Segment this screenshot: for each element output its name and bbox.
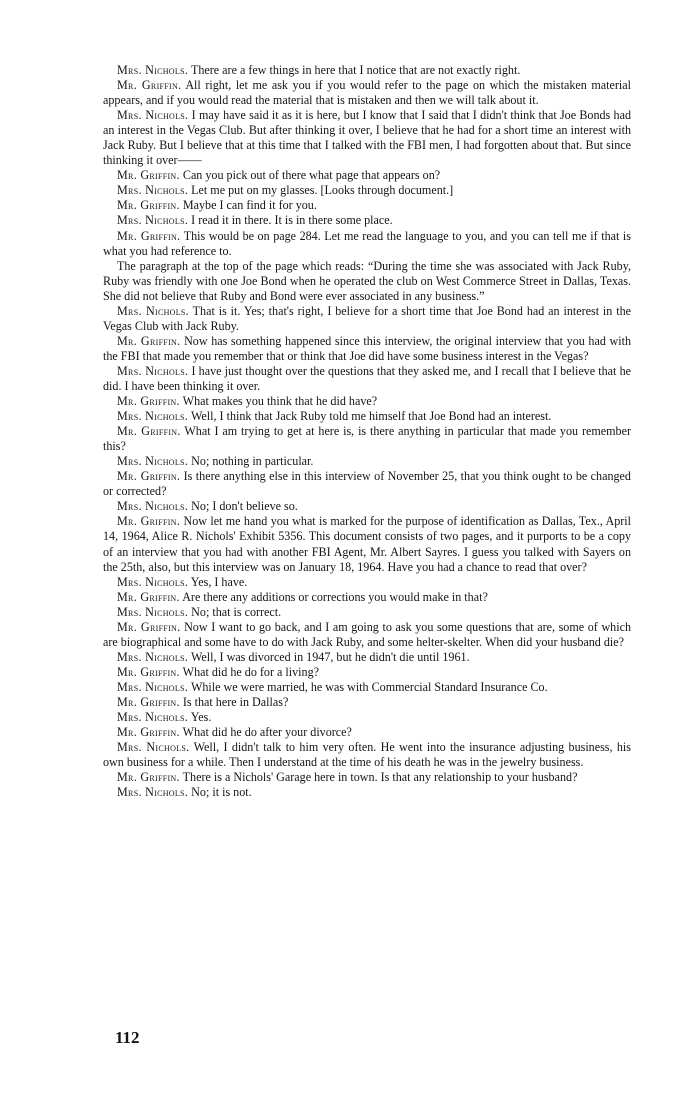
paragraph-text: All right, let me ask you if you would refer to the page on which the mistaken material appears, and if you would read the material that is mistaken and then we will talk about it. [103,78,631,108]
transcript-paragraph [103,213,631,228]
paragraph-text: Can you pick out of there what page that appears on? [182,168,441,183]
speaker-name: Mrs. Nichols. [117,183,189,198]
transcript-paragraph [103,695,631,710]
speaker-name: Mr. Griffin. [117,725,180,740]
speaker-name: Mrs. Nichols. [117,409,189,424]
speaker-name: Mr. Griffin. [117,168,180,183]
speaker-name: Mrs. Nichols. [117,108,189,123]
speaker-name: Mrs. Nichols. [117,604,189,619]
speaker-name: Mrs. Nichols. [117,63,189,77]
paragraph-text: I read it in there. It is in there some place. [191,213,393,228]
speaker-name: Mrs. Nichols. [117,679,189,694]
transcript-paragraph [103,409,631,424]
speaker-name: Mr. Griffin. [117,78,182,93]
paragraph-text: Is that here in Dallas? [182,694,289,709]
speaker-name: Mrs. Nichols. [117,213,189,228]
paragraph-text: Yes, I have. [190,574,248,589]
transcript-paragraph [103,665,631,680]
paragraph-text: That is it. Yes; that's right, I believe for a short time that Joe Bond had an interest in the Vegas Club with Jack Ruby. [103,303,631,333]
transcript-paragraph [103,514,631,574]
speaker-name: Mr. Griffin. [117,514,181,529]
transcript-paragraph [103,198,631,213]
transcript-paragraph [103,575,631,590]
paragraph-text: There are a few things in here that I notice that are not exactly right. [190,63,521,77]
paragraph-text: What did he do after your divorce? [182,725,352,740]
transcript-paragraph [103,229,631,259]
speaker-name: Mrs. Nichols. [117,454,189,469]
transcript-paragraph [103,725,631,740]
paragraph-text: What did he do for a living? [182,664,320,679]
transcript-paragraph [103,454,631,469]
transcript-paragraph [103,394,631,409]
transcript-paragraph [103,605,631,620]
paragraph-text: No; nothing in particular. [191,454,314,469]
speaker-name: Mr. Griffin. [117,619,181,634]
paragraph-text: The paragraph at the top of the page which reads: “During the time she was associated with Jack Ruby, Ruby was friendly with one Joe Bond when he operated the club on West Commerce Street in Dallas, Texas. She did not believe that Ruby and Bond were ever associated in any business.” [103,258,631,303]
paragraph-text: There is a Nichols' Garage here in town. Is that any relationship to your husband? [182,770,578,785]
transcript-paragraph [103,78,631,108]
speaker-name: Mr. Griffin. [117,589,180,604]
page-number: 112 [115,1028,140,1047]
paragraph-text: Well, I didn't talk to him very often. He went into the insurance adjusting business, his own business for a while. Then I understand at the time of his death he was in the jewelry business. [103,740,631,770]
paragraph-text: Well, I think that Jack Ruby told me himself that Joe Bond had an interest. [190,409,552,424]
paragraph-text: No; that is correct. [191,604,282,619]
transcript-paragraph [103,770,631,785]
speaker-name: Mrs. Nichols. [117,740,190,755]
paragraph-text: Yes. [190,710,212,725]
paragraph-text: This would be on page 284. Let me read the language to you, and you can tell me if that is what you had reference to. [103,228,631,258]
transcript-paragraph [103,168,631,183]
speaker-name: Mr. Griffin. [117,664,180,679]
speaker-name: Mrs. Nichols. [117,303,189,318]
paragraph-text: Is there anything else in this interview of November 25, that you think ought to be changed or corrected? [103,469,631,499]
transcript-paragraph [103,650,631,665]
transcript-paragraph [103,469,631,499]
paragraph-text: I have just thought over the questions that they asked me, and I recall that I believe that he did. I have been thinking it over. [103,363,631,393]
transcript-paragraph [103,364,631,394]
paragraph-text: No; it is not. [191,785,252,800]
speaker-name: Mrs. Nichols. [117,574,189,589]
paragraph-text: What makes you think that he did have? [182,394,378,409]
speaker-name: Mr. Griffin. [117,394,180,409]
speaker-name: Mrs. Nichols. [117,710,189,725]
transcript-paragraph [103,334,631,364]
paragraph-text: Well, I was divorced in 1947, but he didn't die until 1961. [190,649,470,664]
speaker-name: Mrs. Nichols. [117,499,189,514]
paragraph-text: Are there any additions or corrections you would make in that? [182,589,488,604]
paragraph-text: Now I want to go back, and I am going to ask you some questions that are, some of which are biographical and some have to do with Jack Ruby, and some helter-skelter. When did your husband die? [103,619,631,649]
speaker-name: Mr. Griffin. [117,770,180,785]
transcript-paragraph [103,259,631,304]
paragraph-text: Maybe I can find it for you. [182,198,317,213]
transcript-paragraph [103,183,631,198]
transcript-paragraph [103,108,631,168]
transcript-paragraph [103,785,631,800]
paragraph-text: Now let me hand you what is marked for the purpose of identification as Dallas, Tex., April 14, 1964, Alice R. Nichols' Exhibit 5356. This document consists of two pages, and it purports to be a copy of an interview that you had with another FBI Agent, Mr. Albert Sayres. I guess you talked with Sayers on the 25th, also, but this interview was on January 18, 1964. Have you had a chance to read that over? [103,514,631,574]
speaker-name: Mr. Griffin. [117,333,181,348]
speaker-name: Mr. Griffin. [117,228,181,243]
speaker-name: Mr. Griffin. [117,198,180,213]
speaker-name: Mr. Griffin. [117,424,181,439]
paragraph-text: While we were married, he was with Commercial Standard Insurance Co. [190,679,548,694]
speaker-name: Mr. Griffin. [117,469,181,484]
transcript-paragraph [103,620,631,650]
transcript-paragraph [103,710,631,725]
paragraph-text: No; I don't believe so. [191,499,298,514]
transcript-paragraph [103,499,631,514]
transcript-paragraph [103,740,631,770]
speaker-name: Mr. Griffin. [117,694,180,709]
transcript-paragraph [103,424,631,454]
speaker-name: Mrs. Nichols. [117,363,189,378]
paragraph-text: Now has something happened since this interview, the original interview that you had with the FBI that made you remember that or think that Joe did have some business interest in the Vegas? [103,333,631,363]
paragraph-text: Let me put on my glasses. [Looks through document.] [191,183,454,198]
speaker-name: Mrs. Nichols. [117,649,189,664]
paragraph-text: I may have said it as it is here, but I know that I said that I didn't think that Joe Bonds had an interest in the Vegas Club. But after thinking it over, I believe that he had for a short time an interest with Jack Ruby. But I believe that at this time that I talked with the FBI men, I had forgotten about that. But since thinking it over—— [103,108,631,168]
transcript-paragraph [103,63,631,78]
transcript-paragraph [103,590,631,605]
speaker-name: Mrs. Nichols. [117,785,189,800]
transcript-paragraph [103,680,631,695]
transcript-body [103,63,631,800]
transcript-paragraph [103,304,631,334]
paragraph-text: What I am trying to get at here is, is there anything in particular that made you remember this? [103,424,631,454]
transcript-page [103,63,631,800]
